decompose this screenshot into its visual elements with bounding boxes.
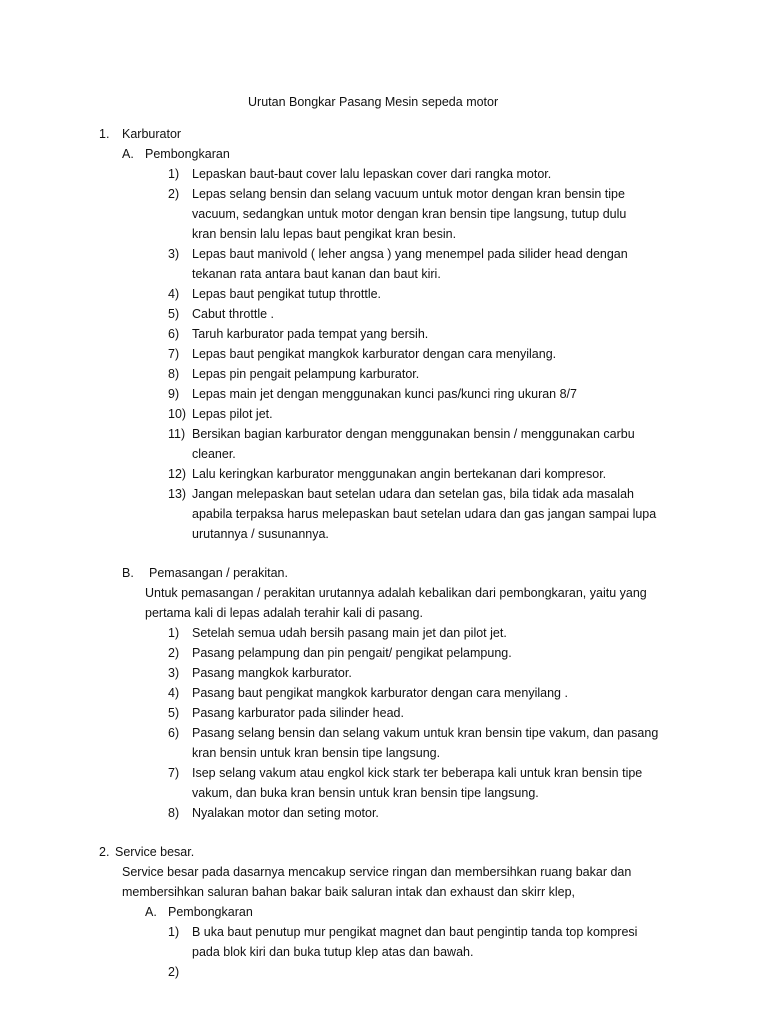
- list-item-number: 4): [168, 686, 180, 700]
- list-item-number: 7): [168, 766, 180, 780]
- section-1a-heading: Pembongkaran: [145, 147, 230, 161]
- list-item-text: Lalu keringkan karburator menggunakan angin bertekanan dari kompresor.: [192, 467, 607, 481]
- list-item-text: cleaner.: [192, 447, 236, 461]
- list-item-text: vakum, dan buka kran bensin untuk kran bensin tipe langsung.: [192, 786, 539, 800]
- list-item-text: Pasang karburator pada silinder head.: [192, 706, 404, 720]
- section-1b-intro: Untuk pemasangan / perakitan urutannya adalah kebalikan dari pembongkaran, yaitu yang: [145, 586, 647, 600]
- list-item-number: 2): [168, 965, 180, 979]
- list-item-number: 5): [168, 307, 180, 321]
- section-1-number: 1.: [99, 127, 110, 141]
- section-2a-letter: A.: [145, 905, 157, 919]
- section-1-heading: Karburator: [122, 127, 182, 141]
- list-item-text: B uka baut penutup mur pengikat magnet dan baut pengintip tanda top kompresi: [192, 925, 638, 939]
- list-item-text: Pasang baut pengikat mangkok karburator dengan cara menyilang .: [192, 686, 568, 700]
- list-item-text: Nyalakan motor dan seting motor.: [192, 806, 379, 820]
- list-item-number: 9): [168, 387, 180, 401]
- section-1b-intro: pertama kali di lepas adalah terahir kali di pasang.: [145, 606, 423, 620]
- list-item-number: 3): [168, 247, 180, 261]
- list-item-text: Jangan melepaskan baut setelan udara dan setelan gas, bila tidak ada masalah: [192, 487, 634, 501]
- list-item-number: 4): [168, 287, 180, 301]
- list-item-text: Lepas selang bensin dan selang vacuum untuk motor dengan kran bensin tipe: [192, 187, 625, 201]
- list-item-text: Isep selang vakum atau engkol kick stark ter beberapa kali untuk kran bensin tipe: [192, 766, 643, 780]
- list-item-text: Lepas baut manivold ( leher angsa ) yang menempel pada silider head dengan: [192, 247, 628, 261]
- list-item-number: 1): [168, 626, 180, 640]
- list-item-text: Lepas baut pengikat mangkok karburator dengan cara menyilang.: [192, 347, 557, 361]
- list-item-text: urutannya / susunannya.: [192, 527, 329, 541]
- section-2-intro: membersihkan saluran bahan bakar baik saluran intak dan exhaust dan skirr klep,: [122, 885, 576, 899]
- list-item-number: 1): [168, 925, 180, 939]
- list-item-number: 12): [168, 467, 187, 481]
- list-item-text: Taruh karburator pada tempat yang bersih.: [192, 327, 429, 341]
- section-1b-letter: B.: [122, 566, 134, 580]
- list-item-number: 10): [168, 407, 187, 421]
- list-item-text: pada blok kiri dan buka tutup klep atas dan bawah.: [192, 945, 474, 959]
- list-item-text: vacuum, sedangkan untuk motor dengan kran bensin tipe langsung, tutup dulu: [192, 207, 627, 221]
- list-item-text: Bersikan bagian karburator dengan menggunakan bensin / menggunakan carbu: [192, 427, 635, 441]
- section-1a-letter: A.: [122, 147, 134, 161]
- list-item-number: 1): [168, 167, 180, 181]
- list-item-text: Pasang selang bensin dan selang vakum untuk kran bensin tipe vakum, dan pasang: [192, 726, 659, 740]
- list-item-text: kran bensin lalu lepas baut pengikat kran besin.: [192, 227, 457, 241]
- list-item-text: apabila terpaksa harus melepaskan baut setelan udara dan gas jangan sampai lupa: [192, 507, 657, 521]
- list-item-text: Lepas baut pengikat tutup throttle.: [192, 287, 382, 301]
- list-item-number: 8): [168, 806, 180, 820]
- list-item-text: Lepas pin pengait pelampung karburator.: [192, 367, 420, 381]
- document-title: Urutan Bongkar Pasang Mesin sepeda motor: [248, 95, 499, 109]
- list-item-number: 8): [168, 367, 180, 381]
- list-item-number: 2): [168, 646, 180, 660]
- list-item-number: 6): [168, 726, 180, 740]
- section-2-number: 2.: [99, 845, 110, 859]
- list-item-number: 11): [168, 427, 186, 441]
- list-item-number: 3): [168, 666, 180, 680]
- list-item-number: 7): [168, 347, 180, 361]
- list-item-text: tekanan rata antara baut kanan dan baut kiri.: [192, 267, 441, 281]
- section-2-heading: Service besar.: [115, 845, 195, 859]
- list-item-text: Pasang mangkok karburator.: [192, 666, 352, 680]
- list-item-number: 2): [168, 187, 180, 201]
- section-2-intro: Service besar pada dasarnya mencakup service ringan dan membersihkan ruang bakar dan: [122, 865, 632, 879]
- list-item-text: Cabut throttle .: [192, 307, 274, 321]
- list-item-text: Lepas pilot jet.: [192, 407, 273, 421]
- list-item-number: 5): [168, 706, 180, 720]
- list-item-text: Setelah semua udah bersih pasang main jet dan pilot jet.: [192, 626, 507, 640]
- list-item-text: Lepaskan baut-baut cover lalu lepaskan cover dari rangka motor.: [192, 167, 552, 181]
- section-2a-heading: Pembongkaran: [168, 905, 253, 919]
- list-item-number: 6): [168, 327, 180, 341]
- list-item-text: Lepas main jet dengan menggunakan kunci pas/kunci ring ukuran 8/7: [192, 387, 577, 401]
- list-item-text: Pasang pelampung dan pin pengait/ pengikat pelampung.: [192, 646, 512, 660]
- section-1b-heading: Pemasangan / perakitan.: [149, 566, 288, 580]
- list-item-number: 13): [168, 487, 187, 501]
- list-item-text: kran bensin untuk kran bensin tipe langsung.: [192, 746, 441, 760]
